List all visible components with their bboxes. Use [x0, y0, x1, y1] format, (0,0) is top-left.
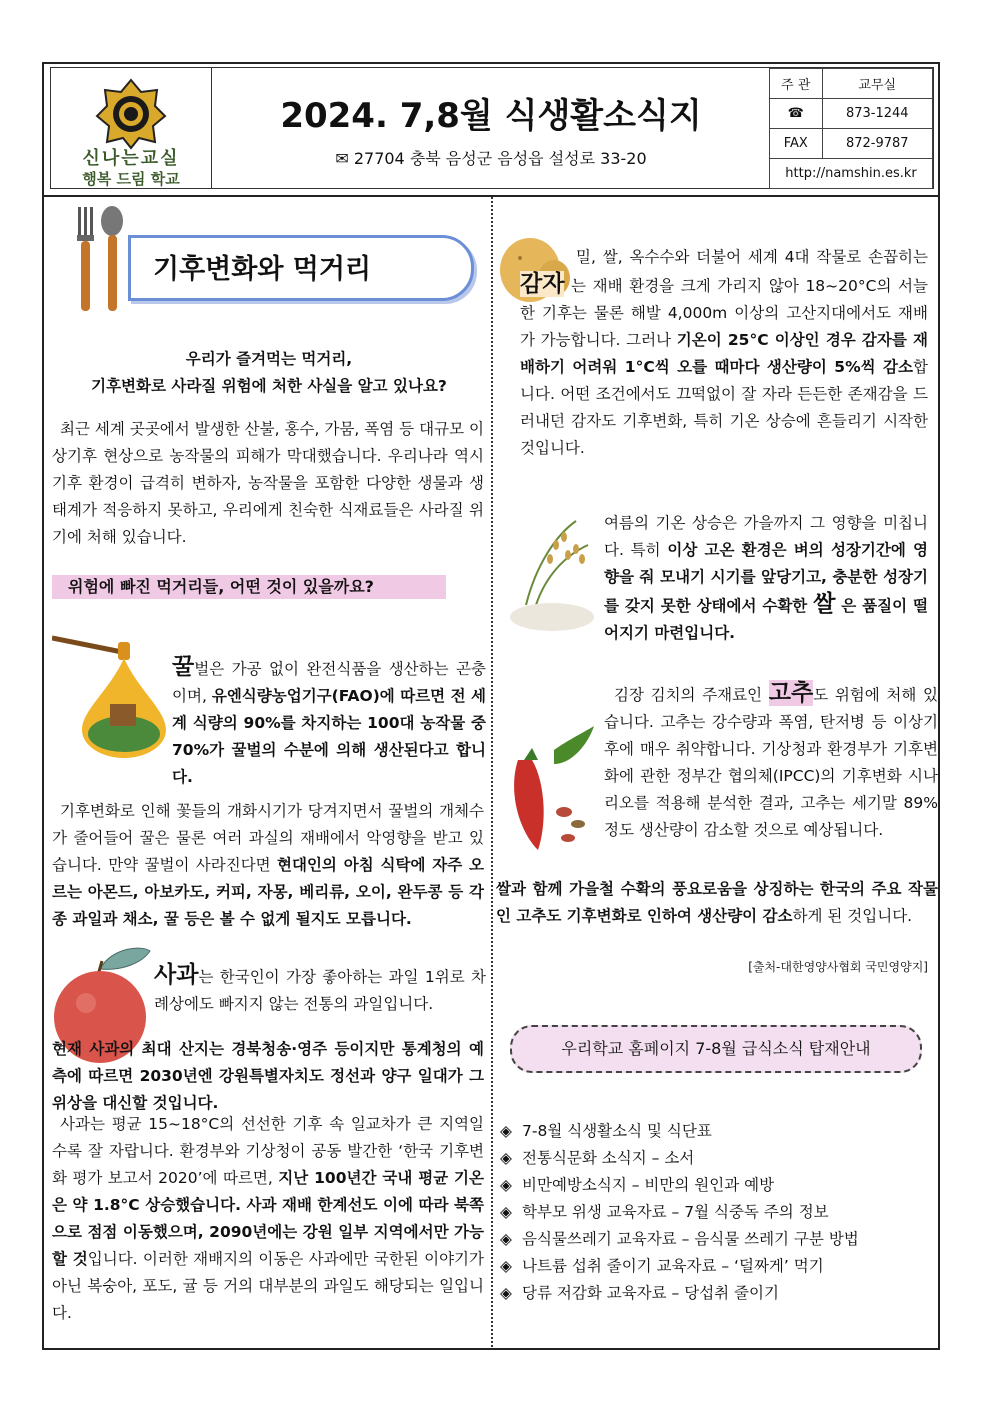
rice-text-c: 은 품질이 떨어지기 마련입니다. — [604, 597, 928, 642]
contact-value: 873-1244 — [822, 99, 932, 129]
apple-text-a: 는 한국인이 가장 좋아하는 과일 1위로 차례상에도 빠지지 않는 전통의 과일입니다. — [154, 968, 486, 1013]
pepper-text-2 — [496, 876, 938, 930]
diamond-bullet-icon: ◈ — [500, 1284, 512, 1302]
page-title: 2024. 7,8월 식생활소식지 — [280, 96, 702, 136]
honey-icon — [52, 630, 172, 760]
homepage-notice: 우리학교 홈페이지 7-8월 급식소식 탑재안내 — [510, 1025, 922, 1073]
honey-text-a: 벌은 가공 없이 완전식품을 생산하는 곤충이며, — [172, 660, 486, 705]
apple-text-3 — [52, 1111, 484, 1327]
potato-keyword: 감자 — [520, 271, 565, 297]
list-item-label: 당류 저감화 교육자료 – 당섭취 줄이기 — [522, 1284, 779, 1302]
posted-items-list — [500, 1118, 859, 1307]
list-item-label: 비만예방소식지 – 비만의 원인과 예방 — [522, 1176, 775, 1194]
rice-text-a: 여름의 기온 상승은 가을까지 그 영향을 미칩니다. 특히 — [604, 514, 928, 559]
list-item[interactable] — [500, 1199, 859, 1226]
rice-text — [604, 510, 928, 647]
pepper-text-b: 도 위험에 처해 있습니다. 고추는 강수량과 폭염, 탄저병 등 이상기후에 매우 취약합니다. 기상청과 환경부가 기후변화에 관한 정부간 협의체(IPCC)의 기후변화 시나리오를 적용해 분석한 결과, 고추는 세기말 89% 정도 생산량이 감소할 것으로 예상됩니다. — [604, 686, 938, 839]
question-highlight: 위험에 빠진 먹거리들, 어떤 것이 있을까요? — [52, 575, 446, 599]
apple-text-b: 현재 사과의 최대 산지는 경북청송·영주 등이지만 통계청의 예측에 따르면 2030년엔 강원특별자치도 정선과 양구 일대가 그 위상을 대신할 것입니다. — [52, 1040, 484, 1112]
school-logo-box — [51, 68, 212, 188]
diamond-bullet-icon: ◈ — [500, 1230, 512, 1248]
pepper-text-a: 김장 김치의 주재료인 — [614, 686, 769, 704]
intro-line1: 우리가 즐겨먹는 먹거리, — [185, 350, 353, 368]
school-name: 신나는교실 — [82, 148, 180, 169]
honey-text-d: 현대인의 아침 식탁에 자주 오르는 아몬드, 아보카도, 커피, 자몽, 베리류, 오이, 완두콩 등 각종 과일과 채소, 꿀 등은 볼 수 없게 될지도 모릅니다. — [52, 856, 484, 928]
diamond-bullet-icon: ◈ — [500, 1176, 512, 1194]
intro — [52, 346, 486, 400]
section-banner — [58, 225, 482, 305]
apple-text-2 — [52, 1036, 484, 1117]
fork-spoon-icon — [68, 205, 128, 315]
intro-line2: 기후변화로 사라질 위험에 처한 사실을 알고 있나요? — [91, 377, 447, 395]
potato-text-d: 합니다. 어떤 조건에서도 끄떡없이 잘 자라 든든한 존재감을 드러내던 감자도 기후변화, 특히 기온 상승에 흔들리기 시작한 것입니다. — [520, 358, 928, 457]
honey-text-2 — [52, 798, 484, 933]
apple-text — [154, 962, 486, 1018]
pepper-text-d: 하게 된 것입니다. — [792, 907, 913, 925]
rice-keyword: 쌀 — [813, 591, 836, 617]
list-item-label: 7-8월 식생활소식 및 식단표 — [522, 1122, 712, 1140]
para-intro: 최근 세계 곳곳에서 발생한 산불, 홍수, 가뭄, 폭염 등 대규모 이상기후 현상으로 농작물의 피해가 막대했습니다. 우리나라 역시 기후 환경이 급격히 변하자, 농작물을 포함한 다양한 생물과 생태계가 적응하지 못하고, 우리에게 친숙한 식재료들은 사라질 위기에 처해 있습니다. — [52, 420, 484, 546]
list-item[interactable] — [500, 1253, 859, 1280]
school-emblem-icon — [95, 78, 167, 150]
header — [50, 67, 934, 189]
list-item[interactable] — [500, 1172, 859, 1199]
contact-label: 주 관 — [770, 69, 823, 99]
honey-text-b: 유엔식량농업기구(FAO)에 따르면 전 세계 식량의 90%를 차지하는 100대 농작물 중 70%가 꿀벌의 수분에 의해 생산된다고 합니다. — [172, 687, 486, 786]
phone-icon: ☎ — [770, 99, 823, 129]
apple-text-d: 지난 100년간 국내 평균 기온은 약 1.8°C 상승했습니다. 사과 재배 한계선도 이에 따라 북쪽으로 점점 이동했으며, 2090년에는 강원 일부 지역에서만 가능할 것 — [52, 1169, 485, 1268]
diamond-bullet-icon: ◈ — [500, 1122, 512, 1140]
pepper-text-c: 쌀과 함께 가을철 수확의 풍요로움을 상징하는 한국의 주요 작물인 고추도 기후변화로 인하여 생산량이 감소 — [496, 880, 938, 925]
honey-text-c: 기후변화로 인해 꽃들의 개화시기가 당겨지면서 꿀벌의 개체수가 줄어들어 꿀은 물론 여러 과실의 재배에서 악영향을 받고 있습니다. 만약 꿀벌이 사라진다면 — [52, 802, 484, 874]
school-slogan: 행복 드림 학교 — [82, 170, 180, 188]
potato-text — [520, 244, 928, 462]
contact-label: FAX — [770, 129, 823, 159]
list-item-label: 학부모 위생 교육자료 – 7월 식중독 주의 정보 — [522, 1203, 829, 1221]
apple-keyword: 사과 — [154, 962, 199, 988]
list-item-label: 음식물쓰레기 교육자료 – 음식물 쓰레기 구분 방법 — [522, 1230, 859, 1248]
list-item[interactable] — [500, 1118, 859, 1145]
list-item[interactable] — [500, 1226, 859, 1253]
column-separator — [491, 197, 493, 1347]
pepper-keyword: 고추 — [768, 680, 814, 706]
contact-value: 872-9787 — [822, 129, 932, 159]
potato-text-a: 밀, 쌀, 옥수수와 더불어 세계 4대 작물로 손꼽히는 — [576, 248, 928, 266]
honey-text — [172, 654, 486, 791]
website-link[interactable]: http://namshin.es.kr — [770, 159, 933, 189]
rice-icon — [506, 515, 598, 635]
address-text: 27704 충북 음성군 음성읍 설성로 33-20 — [353, 149, 647, 168]
diamond-bullet-icon: ◈ — [500, 1203, 512, 1221]
list-item-label: 나트륨 섭취 줄이기 교육자료 – ‘덜짜게’ 먹기 — [522, 1257, 824, 1275]
pepper-icon — [498, 720, 598, 860]
potato-text-b: 는 재배 환경을 크게 가리지 않아 18~20°C의 서늘한 기후는 물론 해발 4,000m 이상의 고산지대에서도 재배가 가능합니다. 그러나 — [520, 277, 928, 349]
diamond-bullet-icon: ◈ — [500, 1149, 512, 1167]
list-item[interactable] — [500, 1280, 859, 1307]
potato-text-c: 기온이 25°C 이상인 경우 감자를 재배하기 어려워 1°C씩 오를 때마다 생산량이 5%씩 감소 — [520, 331, 928, 376]
diamond-bullet-icon: ◈ — [500, 1257, 512, 1275]
apple-text-e: 입니다. 이러한 재배지의 이동은 사과에만 국한된 이야기가 아닌 복숭아, 포도, 귤 등 거의 대부분의 과일도 해당되는 일입니다. — [52, 1250, 485, 1322]
banner-title: 기후변화와 먹거리 — [153, 254, 372, 285]
contact-value: 교무실 — [822, 69, 932, 99]
mail-icon: ✉ — [335, 149, 354, 168]
honey-keyword: 꿀 — [172, 654, 195, 680]
list-item-label: 전통식문화 소식지 – 소서 — [522, 1149, 695, 1167]
rice-text-b: 이상 고온 환경은 벼의 성장기간에 영향을 줘 모내기 시기를 앞당기고, 충분한 성장기를 갖지 못한 상태에서 수확한 — [604, 541, 929, 615]
contact-table — [769, 68, 933, 189]
source-note: [출처-대한영양사협회 국민영양지] — [748, 960, 928, 974]
list-item[interactable] — [500, 1145, 859, 1172]
pepper-text — [604, 680, 938, 844]
address — [211, 146, 771, 169]
apple-text-c: 사과는 평균 15~18°C의 선선한 기후 속 일교차가 큰 지역일수록 잘 자랍니다. 환경부와 기상청이 공동 발간한 ‘한국 기후변화 평가 보고서 2020’에 따르면, — [52, 1115, 484, 1187]
